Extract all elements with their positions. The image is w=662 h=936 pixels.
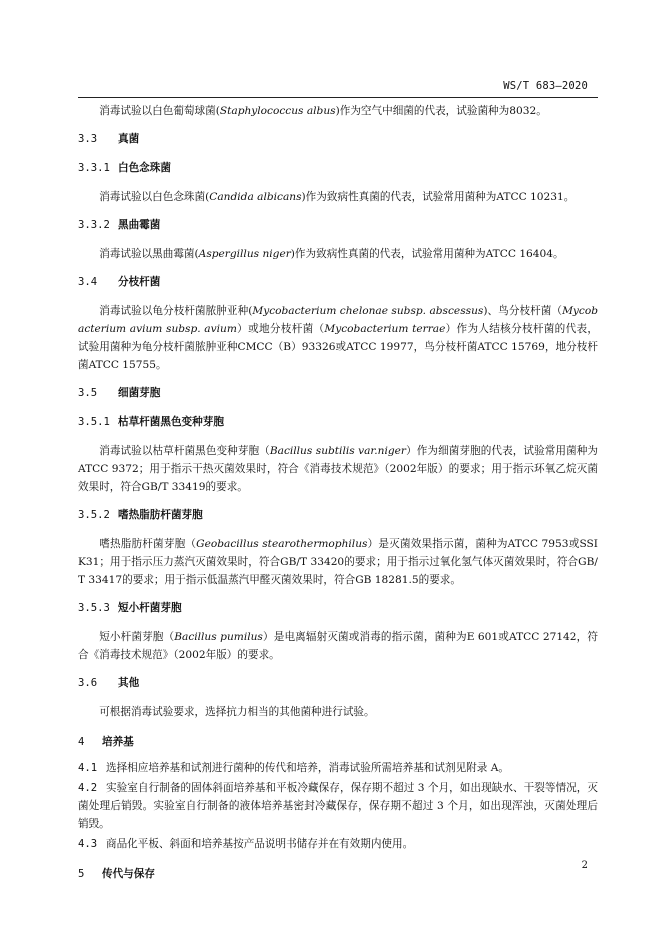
section-5: 5 传代与保存	[78, 868, 155, 880]
header-rule	[78, 97, 598, 98]
section-3-3-1: 3.3.1 白色念珠菌	[78, 162, 171, 174]
section-3-5-3: 3.5.3 短小杆菌芽胞	[78, 602, 182, 614]
section-3-3-2: 3.3.2 黑曲霉菌	[78, 219, 161, 231]
paragraph-other: 可根据消毒试验要求，选择抗力相当的其他菌种进行试验。	[99, 706, 375, 718]
standard-code: WS/T 683—2020	[503, 80, 588, 92]
paragraph-bacillus-subtilis: 消毒试验以枯草杆菌黑色变种芽胞（Bacillus subtilis var.niger）作为细菌芽胞的代表，试验常用菌种为ATCC 9372；用于指示干热灭菌效果时，符合《消毒技术规范》（2002年版）的要求；用于指示环氧乙烷灭菌效果时，符合GB/T 33419的要求。	[78, 445, 598, 493]
document-body	[78, 102, 598, 891]
item-4-3: 4.3 商品化平板、斜面和培养基按产品说明书储存并在有效期内使用。	[78, 838, 414, 850]
paragraph-geobacillus: 嗜热脂肪杆菌芽胞（Geobacillus stearothermophilus）是灭菌效果指示菌，菌种为ATCC 7953或SSI K31；用于指示压力蒸汽灭菌效果时，符合GB/T 33420的要求；用于指示过氧化氢气体灭菌效果时，符合GB/T 33417的要求；用于指示低温蒸汽甲醛灭菌效果时，符合GB 18281.5的要求。	[78, 538, 598, 586]
section-3-3: 3.3 真菌	[78, 133, 140, 145]
paragraph-staphylococcus: 消毒试验以白色葡萄球菌(Staphylococcus albus)作为空气中细菌的代表，试验菌种为8032。	[99, 105, 547, 117]
item-4-1: 4.1 选择相应培养基和试剂进行菌种的传代和培养，消毒试验所需培养基和试剂见附录 A。	[78, 762, 509, 774]
item-4-2: 4.2 实验室自行制备的固体斜面培养基和平板冷藏保存，保存期不超过 3 个月，如出现缺水、干裂等情况，灭菌处理后销毁。实验室自行制备的液体培养基密封冷藏保存，保存期不超过 3 个月，如出现浑浊，灭菌处理后销毁。	[78, 782, 598, 830]
section-3-5-2: 3.5.2 嗜热脂肪杆菌芽胞	[78, 509, 203, 521]
paragraph-aspergillus: 消毒试验以黑曲霉菌(Aspergillus niger)作为致病性真菌的代表，试验常用菌种为ATCC 16404。	[99, 248, 564, 260]
section-3-5-1: 3.5.1 枯草杆菌黑色变种芽胞	[78, 416, 224, 428]
section-3-6: 3.6 其他	[78, 677, 140, 689]
page-number: 2	[581, 860, 588, 871]
section-4: 4 培养基	[78, 736, 134, 748]
paragraph-candida: 消毒试验以白色念珠菌(Candida albicans)作为致病性真菌的代表，试验常用菌种为ATCC 10231。	[99, 191, 575, 203]
section-3-5: 3.5 细菌芽胞	[78, 387, 161, 399]
section-3-4: 3.4 分枝杆菌	[78, 276, 161, 288]
paragraph-mycobacterium: 消毒试验以龟分枝杆菌脓肿亚种(Mycobacterium chelonae subsp. abscessus)、鸟分枝杆菌（Mycobacterium avium subsp. avium）或地分枝杆菌（Mycobacterium terrae）作为人结核分枝杆菌的代表，试验用菌种为龟分枝杆菌脓肿亚种CMCC（B）93326或ATCC 19977，鸟分枝杆菌ATCC 15769，地分枝杆菌ATCC 15755。	[78, 305, 598, 371]
paragraph-bacillus-pumilus: 短小杆菌芽胞（Bacillus pumilus）是电离辐射灭菌或消毒的指示菌，菌种为E 601或ATCC 27142，符合《消毒技术规范》（2002年版）的要求。	[78, 631, 598, 661]
